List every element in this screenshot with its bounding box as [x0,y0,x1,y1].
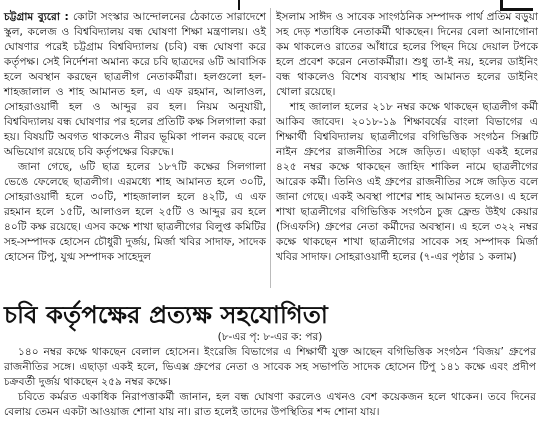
article-paragraph: চবিতে কর্মরত একাধিক নিরাপত্তাকর্মী জানান, হল বন্ধ ঘোষণা করলেও এখনও বেশ কয়েকজন হলে থাকেন। তবে দিনের বেলায় তেমন একটা আওয়াজ শোনা যায় না। রাত হলেই তাদের উপস্থিতির শব্দ শোনা যায়। [4,391,536,418]
article-bottom-section [4,345,536,420]
article-paragraph: ইসলাম সাঈদ ও সাবেক সাংগঠনিক সম্পাদক পার্থ প্রতিম বড়ুয়া সহ দেড় শতাধিক নেতাকর্মী থাকছেন। দিনের বেলা আনাগোনা কম থাকলেও রাতের আঁধারে হলের পিছন দিয়ে দেয়াল টপকে হলে প্রবেশ করেন নেতাকর্মীরা। শুধু তা-ই নয়, হলের ডাইনিং বন্ধ থাকলেও বিশেষ ব্যবস্থায় শাহ আমানত হলের ডাইনিং খোলা রয়েছে। [276,11,538,98]
paragraph-text: কোটা সংস্কার আন্দোলনের ঠেকাতে সারাদেশে স্কুল, কলেজ ও বিশ্ববিদ্যালয় বন্ধ ঘোষণা শিক্ষা মন্ত্রণালয়। ওই ঘোষণার পরেই চট্টগ্রাম বিশ্ববিদ্যালয় (চবি) বন্ধ ঘোষণা করে কর্তৃপক্ষ। সেই নির্দেশনা অমান্য করে চবি ছাত্রদের ৬টি আবাসিক হলে অবস্থান করছেন ছাত্রলীগ নেতাকর্মীরা। হলগুলো হল- শাহজালাল ও শাহ আমানত হল, এ এফ রহমান, আলাওল, সোহরাওয়ার্দী হল ও আব্দুর রব হল। নিয়ম অনুযায়ী, বিশ্ববিদ্যালয় বন্ধ ঘোষণার পর হলের প্রতিটি কক্ষ সিলগালা করা হয়। বিষয়টি অবগত থাকলেও নীরব ভূমিকা পালন করছে বলে অভিযোগ রয়েছে চবি কর্তৃপক্ষের বিরুদ্ধে। [4,11,266,158]
previous-article-fragment [232,0,240,10]
article-paragraph: শাহ জালাল হলের ২১৮ নম্বর কক্ষে থাকছেন ছাত্রলীগ কর্মী আকিব জাবেদ। ২০১৮-১৯ শিক্ষাবর্ষের বাংলা বিভাগের এ শিক্ষার্থী বিশ্ববিদ্যালয় ছাত্রলীগের বগিভিত্তিক সংগঠন সিক্সটি নাইন গ্রুপের রাজনীতির সঙ্গে জড়িত। এছাড়া একই হলের ৪২৫ নম্বর কক্ষে থাকছেন জাহিদ শাকিল নামে ছাত্রলীগের আরেক কর্মী। তিনিও এই গ্রুপের রাজনীতির সঙ্গে জড়িত বলে জানা গেছে। একই অবস্থা পাশের শাহ আমানত হলেও। এ হলে শাখা ছাত্রলীগের বগিভিত্তিক সংগঠন চুজ ফ্রেন্ড উইথ কেয়ার (সিএফসি) গ্রুপের নেতা কর্মীদের অবস্থান। এ হলে ৩২২ নম্বর কক্ষে থাকছেন শাখা ছাত্রলীগের সাবেক সহ সম্পাদক মির্জা খবির সাদাফ। সোহরাওয়ার্দী হলের (৭-এর পৃষ্ঠার ১ কলাম) [276,101,538,263]
article-left-column [4,10,266,265]
article-paragraph: ১৪০ নম্বর কক্ষে থাকছেন বেলাল হোসেন। ইংরেজি বিভাগের এ শিক্ষার্থী যুক্ত আছেন বগিভিত্তিক সংগঠন ‘বিজয়’ গ্রুপের রাজনীতির সঙ্গে। এছাড়া একই হলে, ভিএক্স গ্রুপের নেতা ও সাবেক সহ সভাপতি সাদেক হোসেন টিপু ১৪১ কক্ষে এবং প্রদীপ চক্রবর্তী দুর্জয় থাকছেন ২৫৯ নম্বর কক্ষে। [4,346,536,388]
column-divider [270,8,271,288]
article-paragraph [4,10,266,160]
article-right-column [276,10,538,265]
dateline: চট্টগ্রাম ব্যুরো : [4,11,69,23]
continuation-note: (৮-এর পৃ: ৮-এর ক: পর) [217,331,323,343]
article-paragraph: জানা গেছে, ৬টি ছাত্র হলের ১৮৭টি কক্ষের সিলগালা ভেঙে ফেলেছে ছাত্রলীগ। এরমধ্যে শাহ আমানত হলে ৩০টি, সোহরাওয়ার্দী হলে ৩০টি, শাহজালাল হলে ৪২টি, এ এফ রহমান হলে ১৫টি, আলাওল হলে ২৫টি ও আব্দুর রব হলে ৪০টি কক্ষ রয়েছে। এসব কক্ষে শাখা ছাত্রলীগের বিলুপ্ত কমিটির সহ-সম্পাদক হোসেন চৌধুরী দুর্জয়, মির্জা খবির সাদাফ, সাদেক হোসেন টিপু, যুগ্ম সম্পাদক সাহেদুল [4,161,266,263]
article-headline: চবি কর্তৃপক্ষের প্রত্যক্ষ সহযোগিতা [4,301,329,329]
